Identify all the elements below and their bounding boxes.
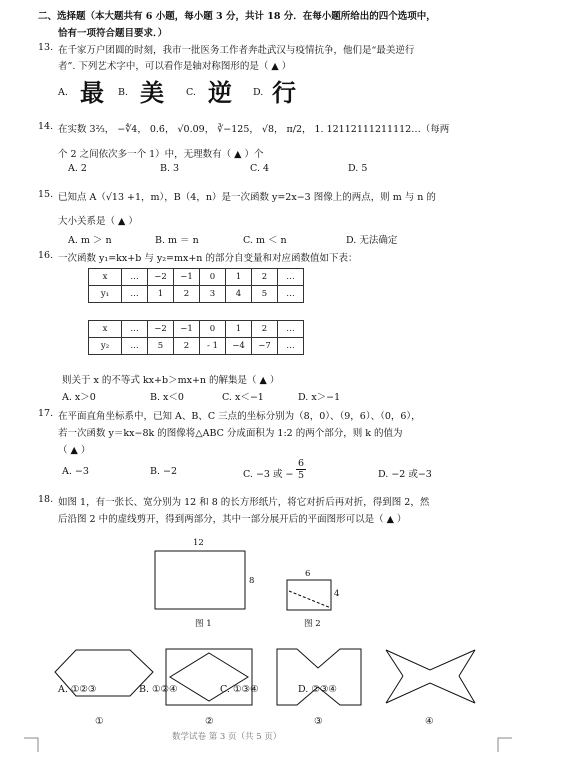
shape-2-label: ② xyxy=(205,716,214,727)
q16-line1: 一次函数 y₁=kx+b 与 y₂=mx+n 的部分自变量和对应函数值如下表： xyxy=(58,253,358,264)
table-cell: −7 xyxy=(252,338,278,355)
q14-line2: 个 2 之间依次多一个 1）中，无理数有（ ▲ ）个 xyxy=(58,149,264,160)
shape-1-label: ① xyxy=(95,716,104,727)
q18-option-b: B. ①②④ xyxy=(139,684,178,695)
shape-3-label: ③ xyxy=(314,716,323,727)
table-cell: 2 xyxy=(252,269,278,286)
q16-line2: 则关于 x 的不等式 kx+b＞mx+n 的解集是（ ▲ ） xyxy=(62,375,280,386)
q15-option-a: A. m ＞ n xyxy=(68,235,112,246)
q14-option-b: B. 3 xyxy=(160,163,180,174)
table-cell: … xyxy=(122,269,148,286)
q15-option-c: C. m ＜ n xyxy=(243,235,287,246)
q17-option-d: D. −2 或−3 xyxy=(378,469,432,480)
q15-line1: 已知点 A（√13 +1，m），B（4，n）是一次函数 y=2x−3 图像上的两点，则 m 与 n 的 xyxy=(58,192,436,203)
table-cell: 1 xyxy=(148,286,174,303)
table-cell: 2 xyxy=(174,338,200,355)
fraction-numerator: 6 xyxy=(297,458,305,469)
q16-option-b: B. x＜0 xyxy=(150,392,184,403)
q17-option-b: B. −2 xyxy=(150,466,178,477)
table-cell: 0 xyxy=(200,269,226,286)
q17-line2: 若一次函数 y＝kx−8k 的图像将△ABC 分成面积为 1:2 的两个部分，则 k 的值为 xyxy=(58,428,403,439)
shape-4-label: ④ xyxy=(425,716,434,727)
q14-line1: 在实数 3⅔， −∜4， 0.6̇， √0.09， ∛−125， √8， π/2， 1. 12112111211112…（每两 xyxy=(58,124,450,135)
table-cell: 5 xyxy=(148,338,174,355)
fig1-width-label: 12 xyxy=(193,538,204,548)
table-cell: … xyxy=(278,321,304,338)
table-cell: 4 xyxy=(226,286,252,303)
table-cell: y₁ xyxy=(89,286,122,303)
table-cell: x xyxy=(89,269,122,286)
q17-line1: 在平面直角坐标系中，已知 A、B、C 三点的坐标分别为（8，0）、（9，6）、（0，6）， xyxy=(58,411,421,422)
table-cell: −2 xyxy=(148,321,174,338)
q13-line2: 者”. 下列艺术字中，可以看作是轴对称图形的是（ ▲ ） xyxy=(58,61,292,72)
table-cell: … xyxy=(122,338,148,355)
q13-option-b-glyph: 美 xyxy=(140,79,164,107)
q14-number: 14. xyxy=(38,121,54,132)
fig2-height-label: 4 xyxy=(334,589,340,599)
table-cell: x xyxy=(89,321,122,338)
table-cell: - 1 xyxy=(200,338,226,355)
q16-option-d: D. x＞−1 xyxy=(298,392,341,403)
q14-option-c: C. 4 xyxy=(250,163,270,174)
q18-number: 18. xyxy=(38,494,54,505)
table-cell: 0 xyxy=(200,321,226,338)
shape-2-frame xyxy=(166,649,252,705)
table-cell: … xyxy=(122,286,148,303)
q16-option-a: A. x＞0 xyxy=(62,392,96,403)
table-cell: −4 xyxy=(226,338,252,355)
q15-number: 15. xyxy=(38,189,54,200)
q17-option-c: C. −3 或 − xyxy=(243,469,294,480)
q13-option-a-glyph: 最 xyxy=(80,79,104,107)
q13-option-d-label: D. xyxy=(253,87,264,98)
q17-number: 17. xyxy=(38,408,54,419)
q13-option-d-glyph: 行 xyxy=(272,79,296,107)
shape-4-lower-v xyxy=(386,683,475,703)
table-cell: y₂ xyxy=(89,338,122,355)
q13-option-c-glyph: 逆 xyxy=(208,79,232,107)
corner-mark-right xyxy=(498,738,512,752)
shape-3-bowtie-frame xyxy=(277,649,361,705)
section-heading-line2: 恰有一项符合题目要求．） xyxy=(58,28,168,39)
q13-option-c-label: C. xyxy=(186,87,196,98)
table-cell: 2 xyxy=(252,321,278,338)
table-cell: −1 xyxy=(174,269,200,286)
table-cell: … xyxy=(278,338,304,355)
corner-mark-left xyxy=(24,738,38,752)
q18-option-a: A. ①②③ xyxy=(58,684,97,695)
page-footer: 数学试卷 第 3 页（共 5 页） xyxy=(172,732,282,742)
q15-option-d: D. 无法确定 xyxy=(346,235,398,246)
table-cell: 1 xyxy=(226,269,252,286)
section-heading-line1: 二、选择题（本大题共有 6 小题，每小题 3 分，共计 18 分．在每小题所给出的四个选项中， xyxy=(38,11,436,22)
table-cell: 3 xyxy=(200,286,226,303)
q13-line1: 在千家万户团圆的时刻，我市一批医务工作者奔赴武汉与疫情抗争，他们是“最美逆行 xyxy=(58,45,415,56)
table-cell: … xyxy=(122,321,148,338)
q15-option-b: B. m ＝ n xyxy=(155,235,199,246)
table-cell: −1 xyxy=(174,321,200,338)
table-cell: 2 xyxy=(174,286,200,303)
fig2-width-label: 6 xyxy=(305,569,311,579)
table-cell: −2 xyxy=(148,269,174,286)
q17-option-a: A. −3 xyxy=(62,466,89,477)
fig1-height-label: 8 xyxy=(249,576,255,586)
table-cell: … xyxy=(278,269,304,286)
q15-line2: 大小关系是（ ▲ ） xyxy=(58,216,138,227)
q14-option-d: D. 5 xyxy=(348,163,368,174)
q18-line2: 后沿图 2 中的虚线剪开，得到两部分，其中一部分展开后的平面图形可以是（ ▲ ） xyxy=(58,514,407,525)
q13-option-b-label: B. xyxy=(118,87,129,98)
fig1-caption: 图 1 xyxy=(195,619,212,629)
q16-number: 16. xyxy=(38,250,54,261)
fig2-cut-line xyxy=(289,591,331,608)
q16-option-c: C. x＜−1 xyxy=(222,392,264,403)
table-cell: 1 xyxy=(226,321,252,338)
q17-line3: （ ▲ ） xyxy=(58,445,91,456)
shape-4-upper-v xyxy=(386,650,475,670)
q18-option-c: C. ①③④ xyxy=(220,684,259,695)
q18-option-d: D. ②③④ xyxy=(298,684,337,695)
table-cell: 5 xyxy=(252,286,278,303)
q18-line1: 如图 1，有一张长、宽分别为 12 和 8 的长方形纸片，将它对折后再对折，得到图 2，然 xyxy=(58,497,430,508)
fraction-denominator: 5 xyxy=(297,470,305,481)
q14-option-a: A. 2 xyxy=(68,163,87,174)
q13-number: 13. xyxy=(38,42,54,53)
fig1-rectangle xyxy=(155,551,245,609)
fig2-caption: 图 2 xyxy=(304,619,321,629)
table-cell: … xyxy=(278,286,304,303)
q13-option-a-label: A. xyxy=(58,87,68,98)
fig2-rectangle xyxy=(287,580,331,610)
